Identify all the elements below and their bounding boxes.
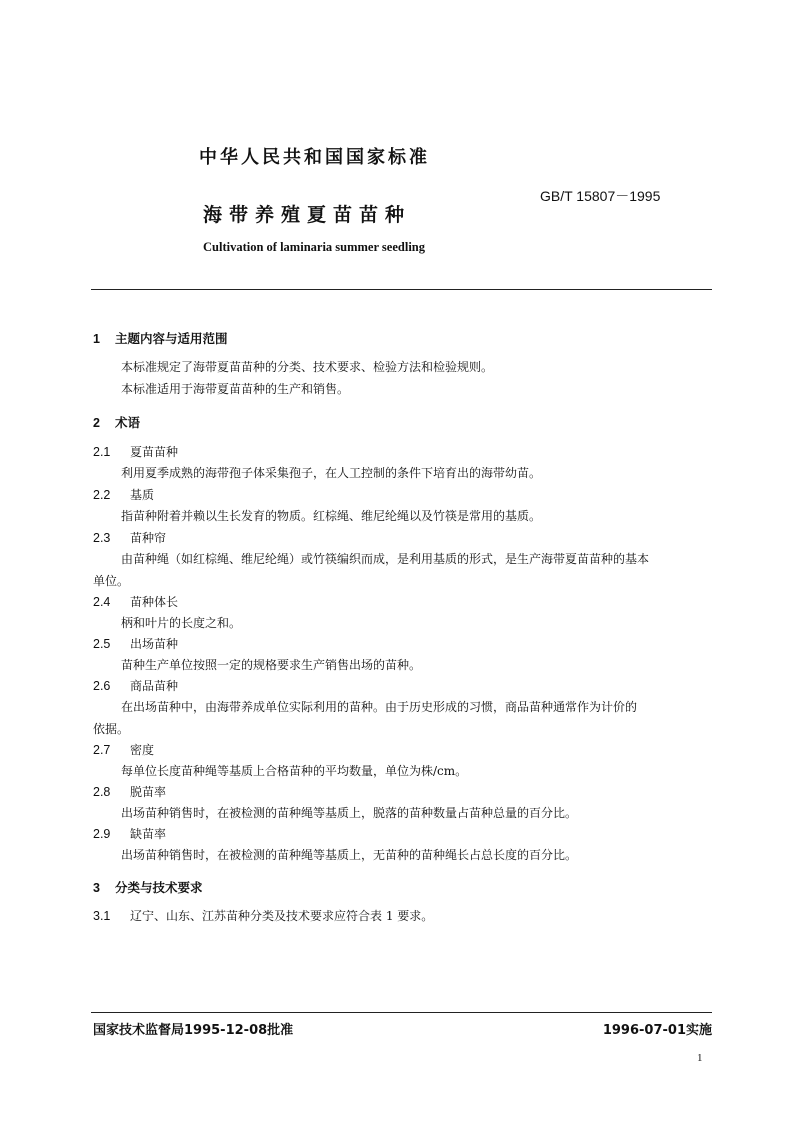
document-title: 海带养殖夏苗苗种 [203, 204, 412, 226]
clause-number: 2.4 [93, 595, 111, 609]
header-rule [91, 289, 712, 290]
section-number: 2 [93, 416, 100, 430]
clause-2-3-definition-line-2: 单位。 [93, 574, 130, 588]
clause-2-7 [93, 741, 154, 758]
document-title-english: Cultivation of laminaria summer seedling [203, 240, 425, 254]
clause-3-1 [93, 907, 433, 924]
standard-number: GB/T 15807－1995 [540, 188, 661, 204]
clause-term: 脱苗率 [130, 785, 167, 799]
clause-2-9-definition: 出场苗种销售时，在被检测的苗种绳等基质上，无苗种的苗种绳长占总长度的百分比。 [121, 848, 578, 862]
clause-2-1-definition: 利用夏季成熟的海带孢子体采集孢子，在人工控制的条件下培育出的海带幼苗。 [121, 466, 542, 480]
clause-number: 2.5 [93, 637, 111, 651]
clause-term: 缺苗率 [130, 827, 167, 841]
section-2-heading [93, 413, 140, 431]
page-number: 1 [697, 1052, 703, 1064]
clause-term: 商品苗种 [130, 679, 179, 693]
clause-2-8 [93, 783, 166, 800]
clause-2-5-definition: 苗种生产单位按照一定的规格要求生产销售出场的苗种。 [121, 658, 422, 672]
clause-2-4 [93, 593, 178, 610]
clause-2-6 [93, 677, 178, 694]
national-standard-heading: 中华人民共和国国家标准 [199, 147, 430, 168]
clause-number: 2.6 [93, 679, 111, 693]
clause-term: 苗种帘 [130, 531, 167, 545]
section-1-paragraph-1: 本标准规定了海带夏苗苗种的分类、技术要求、检验方法和检验规则。 [121, 360, 494, 374]
clause-2-3 [93, 529, 166, 546]
footer-rule [91, 1012, 712, 1013]
clause-2-1 [93, 443, 178, 460]
clause-number: 2.3 [93, 531, 111, 545]
clause-number: 2.1 [93, 445, 111, 459]
section-number: 3 [93, 881, 100, 895]
clause-term: 基质 [130, 488, 155, 502]
clause-term: 夏苗苗种 [130, 445, 179, 459]
clause-2-8-definition: 出场苗种销售时，在被检测的苗种绳等基质上，脱落的苗种数量占苗种总量的百分比。 [121, 806, 578, 820]
clause-2-2 [93, 486, 154, 503]
section-number: 1 [93, 332, 100, 346]
clause-2-2-definition: 指苗种附着并赖以生长发育的物质。红棕绳、维尼纶绳以及竹筷是常用的基质。 [121, 509, 542, 523]
clause-2-7-definition: 每单位长度苗种绳等基质上合格苗种的平均数量，单位为株/cm。 [121, 764, 468, 778]
section-title: 主题内容与适用范围 [115, 331, 228, 346]
section-title: 分类与技术要求 [115, 880, 203, 895]
clause-number: 2.7 [93, 743, 111, 757]
section-3-heading [93, 878, 203, 896]
clause-term: 密度 [130, 743, 155, 757]
clause-text: 辽宁、山东、江苏苗种分类及技术要求应符合表 1 要求。 [130, 909, 434, 923]
clause-2-4-definition: 柄和叶片的长度之和。 [121, 616, 242, 630]
clause-2-5 [93, 635, 178, 652]
clause-2-6-definition-line-2: 依据。 [93, 722, 130, 736]
section-title: 术语 [115, 415, 141, 430]
section-1-heading [93, 329, 228, 347]
clause-number: 2.9 [93, 827, 111, 841]
clause-number: 2.8 [93, 785, 111, 799]
approval-date: 国家技术监督局1995-12-08批准 [93, 1023, 294, 1038]
clause-number: 2.2 [93, 488, 111, 502]
clause-2-6-definition-line-1: 在出场苗种中，由海带养成单位实际利用的苗种。由于历史形成的习惯，商品苗种通常作为计价的 [121, 700, 638, 714]
implementation-date: 1996-07-01实施 [602, 1023, 712, 1038]
clause-2-3-definition-line-1: 由苗种绳（如红棕绳、维尼纶绳）或竹筷编织而成，是利用基质的形式，是生产海带夏苗苗种的基本 [121, 552, 650, 566]
clause-number: 3.1 [93, 909, 111, 923]
clause-term: 出场苗种 [130, 637, 179, 651]
section-1-paragraph-2: 本标准适用于海带夏苗苗种的生产和销售。 [121, 382, 350, 396]
clause-2-9 [93, 825, 166, 842]
clause-term: 苗种体长 [130, 595, 179, 609]
